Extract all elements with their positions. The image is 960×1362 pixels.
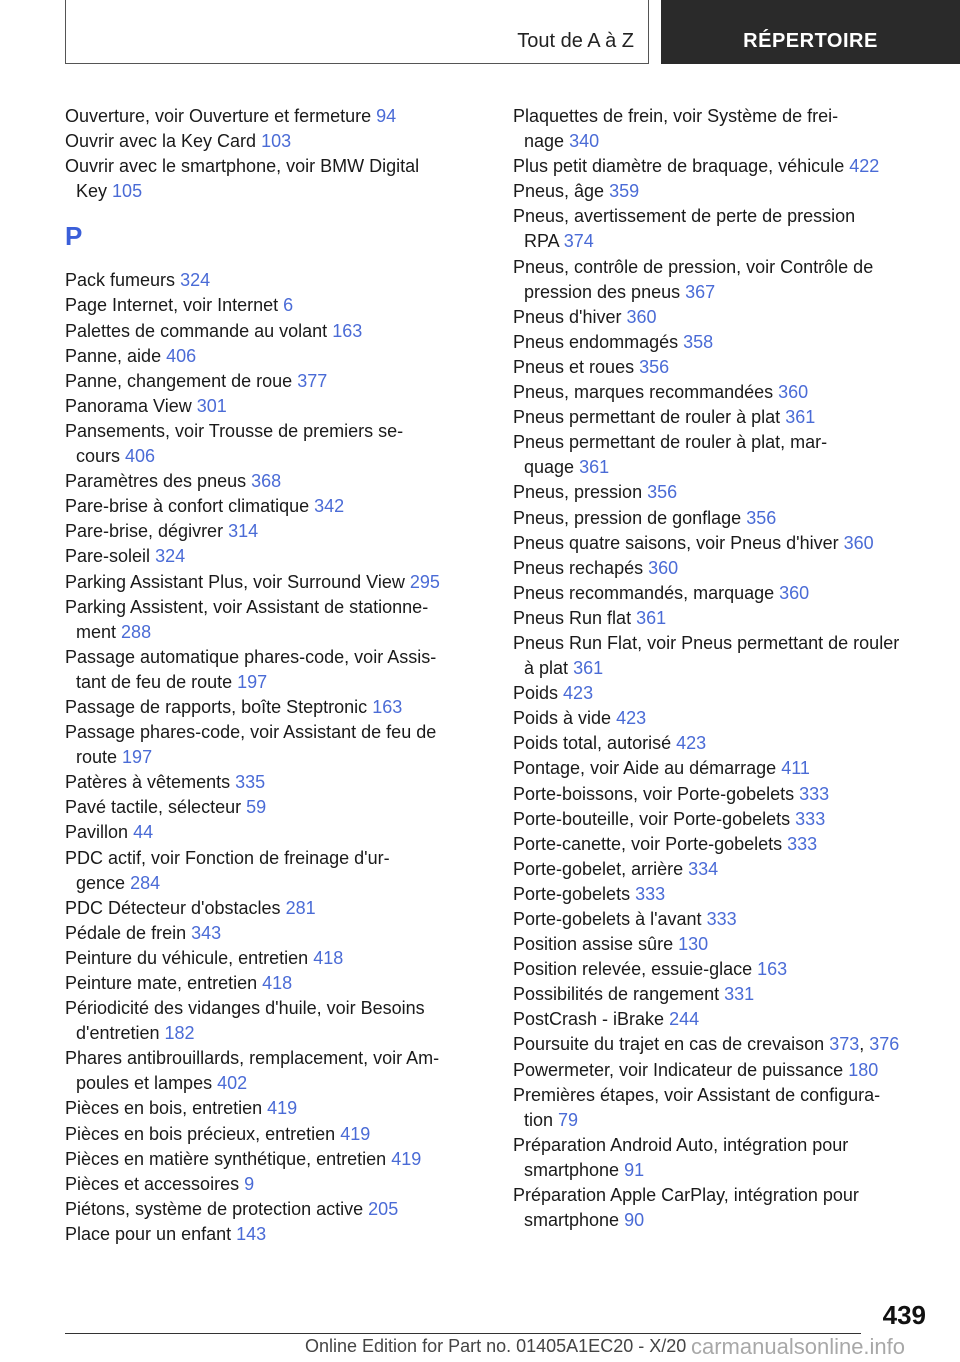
- entry-term: Peinture mate, entretien: [65, 973, 258, 993]
- entry-term: Pneus d'hiver: [513, 306, 622, 327]
- entry-term: Pièces en bois précieux, entretien: [65, 1123, 336, 1144]
- index-entry: [65, 419, 465, 469]
- index-entry: [513, 506, 933, 531]
- entry-term: Porte-gobelet, arrière: [513, 858, 684, 879]
- index-entry: [513, 430, 933, 480]
- page-link[interactable]: 244: [669, 1009, 700, 1030]
- index-entry: [65, 921, 465, 946]
- entry-term: Pavé tactile, sélecteur: [65, 797, 242, 818]
- index-column-left: [65, 104, 465, 1247]
- page-link[interactable]: 163: [757, 959, 788, 980]
- tab-tout-de-a-a-z-label: Tout de A à Z: [517, 30, 634, 52]
- page-link[interactable]: 360: [779, 582, 810, 603]
- entry-term: Poids: [513, 683, 559, 704]
- page-link[interactable]: 360: [778, 382, 809, 403]
- index-entry: [513, 706, 933, 731]
- index-entry: [65, 1172, 465, 1197]
- page-link[interactable]: 333: [635, 883, 666, 904]
- index-entry: [65, 770, 465, 795]
- index-entry: [65, 344, 465, 369]
- entry-term: Passage phares-code, voir Assistant de feu de: [65, 722, 437, 743]
- page-link[interactable]: 402: [217, 1073, 248, 1094]
- page-link[interactable]: 105: [112, 181, 143, 202]
- index-entry: [65, 1096, 465, 1121]
- page-link[interactable]: 163: [332, 320, 363, 341]
- page-link[interactable]: 90: [624, 1210, 645, 1231]
- index-entry: [513, 1083, 933, 1133]
- entry-term: Pneus recommandés, marquage: [513, 582, 775, 603]
- index-entry: [65, 268, 465, 293]
- entry-term: Porte-boissons, voir Porte-gobelets: [513, 783, 795, 804]
- page-separator: ,: [859, 1034, 870, 1055]
- entry-term: Pneus endommagés: [513, 331, 679, 352]
- index-entries-p-left: [65, 268, 465, 1247]
- page-link[interactable]: 406: [125, 446, 156, 467]
- entry-term-continued: pression des pneus: [524, 281, 681, 302]
- index-entry: [513, 807, 933, 832]
- page-link[interactable]: 361: [785, 407, 816, 428]
- entry-term: Préparation Apple CarPlay, intégration pour: [513, 1185, 859, 1206]
- footer-edition: Online Edition for Part no. 01405A1EC20 - X/20: [305, 1336, 687, 1356]
- index-entry: [513, 355, 933, 380]
- page-link[interactable]: 423: [563, 683, 594, 704]
- page-link[interactable]: 314: [228, 521, 259, 542]
- entry-term-continued: route: [76, 747, 118, 768]
- entry-term-continued: smartphone: [524, 1159, 620, 1180]
- page-link[interactable]: 163: [372, 696, 403, 717]
- entry-term: Pneus, pression: [513, 482, 643, 503]
- index-entry: [65, 570, 465, 595]
- page-link[interactable]: 103: [261, 131, 292, 152]
- page-link[interactable]: 333: [795, 808, 826, 829]
- page-link[interactable]: 361: [573, 658, 604, 679]
- index-entry: [513, 882, 933, 907]
- entry-term: Place pour un enfant: [65, 1223, 232, 1244]
- index-entry: [65, 846, 465, 896]
- index-entry: [513, 204, 933, 254]
- page-link[interactable]: 130: [678, 934, 709, 955]
- page-link[interactable]: 356: [639, 356, 670, 377]
- entry-term: Porte-gobelets: [513, 883, 631, 904]
- index-entry: [65, 319, 465, 344]
- index-entry: [513, 907, 933, 932]
- index-entry: [513, 832, 933, 857]
- page-link[interactable]: 79: [558, 1109, 579, 1130]
- index-entry: [513, 1007, 933, 1032]
- entry-term-continued: smartphone: [524, 1210, 620, 1231]
- page-link[interactable]: 360: [648, 557, 679, 578]
- entry-term: Phares antibrouillards, remplacement, voir Am-: [65, 1048, 440, 1069]
- entry-term: Plaquettes de frein, voir Système de frei-: [513, 106, 839, 126]
- section-letter: P: [65, 221, 83, 252]
- index-entry: [513, 606, 933, 631]
- entry-term: PostCrash - iBrake: [513, 1009, 665, 1030]
- tab-repertoire[interactable]: [661, 0, 960, 64]
- page-link[interactable]: 373: [829, 1034, 860, 1055]
- index-entry: [513, 1058, 933, 1083]
- index-column-right: [513, 104, 933, 1233]
- index-entry: [65, 695, 465, 720]
- page-link[interactable]: 334: [688, 858, 719, 879]
- entry-term: Patères à vêtements: [65, 772, 231, 793]
- entry-term: Poursuite du trajet en cas de crevaison: [513, 1034, 825, 1055]
- entry-term: Pneus permettant de rouler à plat, mar-: [513, 432, 828, 453]
- index-entry: [513, 380, 933, 405]
- entry-term: Pare-brise, dégivrer: [65, 521, 224, 542]
- index-entry: [513, 104, 933, 154]
- entry-term: Pneus permettant de rouler à plat: [513, 407, 781, 428]
- page-link[interactable]: 6: [283, 295, 294, 316]
- index-entry: [65, 971, 465, 996]
- page-link[interactable]: 358: [683, 331, 714, 352]
- entry-term: Pneus, avertissement de perte de pression: [513, 206, 856, 227]
- entry-term: Pneus rechapés: [513, 557, 644, 578]
- index-entry: [65, 595, 465, 645]
- entry-term-continued: Key: [76, 181, 108, 202]
- entry-term: Poids total, autorisé: [513, 733, 672, 754]
- index-entry: [513, 255, 933, 305]
- index-entry: [65, 996, 465, 1046]
- page-link[interactable]: 343: [191, 922, 222, 943]
- page-link[interactable]: 360: [626, 306, 657, 327]
- entry-term: Parking Assistent, voir Assistant de stationne-: [65, 596, 429, 617]
- entry-term: Poids à vide: [513, 708, 612, 729]
- page-number: 439: [882, 1300, 926, 1330]
- page-link[interactable]: 423: [616, 708, 647, 729]
- page-link[interactable]: 59: [246, 797, 267, 818]
- entry-term: Premières étapes, voir Assistant de configura-: [513, 1084, 881, 1105]
- entry-term-continued: tant de feu de route: [76, 671, 233, 692]
- index-entry: [65, 293, 465, 318]
- index-entry: [65, 104, 465, 129]
- index-entry: [513, 179, 933, 204]
- page-link[interactable]: 419: [340, 1123, 371, 1144]
- page-link[interactable]: 197: [237, 671, 268, 692]
- page-link[interactable]: 342: [314, 496, 345, 517]
- entry-term: Piétons, système de protection active: [65, 1198, 364, 1219]
- entry-term: Ouverture, voir Ouverture et fermeture: [65, 106, 372, 126]
- index-entry: [65, 519, 465, 544]
- entry-term-continued: gence: [76, 872, 126, 893]
- index-entry: [65, 544, 465, 569]
- page-link[interactable]: 361: [636, 607, 667, 628]
- tab-repertoire-label: RÉPERTOIRE: [743, 30, 878, 52]
- entry-term-continued: poules et lampes: [76, 1073, 213, 1094]
- index-entry: [65, 1122, 465, 1147]
- index-entry: [513, 631, 933, 681]
- index-entry: [65, 369, 465, 394]
- page-link[interactable]: 411: [781, 758, 810, 779]
- page-link[interactable]: 360: [843, 532, 874, 553]
- index-entry: [65, 394, 465, 419]
- page-link[interactable]: 182: [164, 1023, 195, 1044]
- entry-term: Pare-brise à confort climatique: [65, 496, 310, 517]
- page-link[interactable]: 367: [685, 281, 716, 302]
- entry-term: Pédale de frein: [65, 922, 187, 943]
- entry-term: Passage de rapports, boîte Steptronic: [65, 696, 368, 717]
- index-entry: [65, 946, 465, 971]
- index-entry: [65, 645, 465, 695]
- entry-term: Page Internet, voir Internet: [65, 295, 279, 316]
- index-entry: [65, 896, 465, 921]
- entry-term: Pneus Run flat: [513, 607, 632, 628]
- index-entry: [513, 581, 933, 606]
- entry-term: PDC Détecteur d'obstacles: [65, 897, 281, 918]
- page-link[interactable]: 197: [122, 747, 153, 768]
- page-link[interactable]: 418: [313, 947, 344, 968]
- entry-term: Powermeter, voir Indicateur de puissance: [513, 1059, 844, 1080]
- entry-term: Panne, changement de roue: [65, 370, 293, 391]
- entry-term: Porte-canette, voir Porte-gobelets: [513, 833, 783, 854]
- page-link[interactable]: 324: [180, 270, 211, 291]
- page-link[interactable]: 301: [196, 395, 227, 416]
- page-link[interactable]: 335: [235, 772, 266, 793]
- page-link[interactable]: 324: [155, 546, 186, 567]
- index-entry: [513, 681, 933, 706]
- index-entry: [513, 756, 933, 781]
- page-link[interactable]: 340: [569, 131, 600, 152]
- index-entry: [513, 731, 933, 756]
- index-entry: [513, 531, 933, 556]
- index-entry: [513, 957, 933, 982]
- page-link[interactable]: 406: [166, 345, 197, 366]
- page-link[interactable]: 377: [297, 370, 328, 391]
- page-link[interactable]: 418: [262, 973, 293, 993]
- entry-term: Pièces et accessoires: [65, 1173, 240, 1194]
- entry-term: Ouvrir avec le smartphone, voir BMW Digital: [65, 156, 420, 177]
- page-link[interactable]: 359: [609, 181, 640, 202]
- page-link[interactable]: 284: [130, 872, 161, 893]
- page-link[interactable]: 44: [133, 822, 154, 843]
- entry-term: Périodicité des vidanges d'huile, voir Besoins: [65, 998, 425, 1019]
- index-entries-o: [65, 104, 465, 204]
- entry-term: Pack fumeurs: [65, 270, 176, 291]
- tab-tout-de-a-a-z[interactable]: [65, 0, 649, 64]
- index-entries-p-right: [513, 104, 933, 1233]
- index-entry: [513, 556, 933, 581]
- page-link[interactable]: 333: [799, 783, 830, 804]
- entry-term: Pneus, marques recommandées: [513, 382, 774, 403]
- index-entry: [65, 1147, 465, 1172]
- page-link[interactable]: 333: [787, 833, 818, 854]
- entry-term: PDC actif, voir Fonction de freinage d'ur-: [65, 847, 390, 868]
- entry-term: Pièces en bois, entretien: [65, 1098, 263, 1119]
- entry-term: Pontage, voir Aide au démarrage: [513, 758, 777, 779]
- page-link[interactable]: 331: [724, 984, 755, 1005]
- page-link[interactable]: 422: [849, 156, 880, 177]
- entry-term-continued: nage: [524, 131, 565, 152]
- page-link[interactable]: 143: [236, 1223, 267, 1244]
- entry-term: Pansements, voir Trousse de premiers se-: [65, 420, 404, 441]
- entry-term: Paramètres des pneus: [65, 471, 247, 492]
- index-entry: [513, 154, 933, 179]
- page-link[interactable]: 374: [563, 231, 594, 252]
- page-link[interactable]: 356: [647, 482, 678, 503]
- page-link[interactable]: 423: [676, 733, 707, 754]
- entry-term-continued: cours: [76, 446, 121, 467]
- page-link[interactable]: 205: [368, 1198, 399, 1219]
- entry-term: Plus petit diamètre de braquage, véhicule: [513, 156, 845, 177]
- entry-term: Possibilités de rangement: [513, 984, 720, 1005]
- page-link[interactable]: 281: [285, 897, 316, 918]
- entry-term: Préparation Android Auto, intégration pour: [513, 1134, 849, 1155]
- page-link[interactable]: 368: [251, 471, 282, 492]
- page-link[interactable]: 9: [244, 1173, 255, 1194]
- entry-term-continued: tion: [524, 1109, 554, 1130]
- page-link[interactable]: 91: [624, 1159, 645, 1180]
- entry-term: Pneus et roues: [513, 356, 635, 377]
- watermark: carmanualsonline.info: [691, 1334, 906, 1359]
- index-entry: [65, 154, 465, 204]
- index-entry: [513, 857, 933, 882]
- entry-term: Position assise sûre: [513, 934, 674, 955]
- entry-term: Parking Assistant Plus, voir Surround View: [65, 571, 405, 592]
- entry-term: Pare-soleil: [65, 546, 151, 567]
- entry-term: Pneus Run Flat, voir Pneus permettant de rouler: [513, 632, 900, 653]
- entry-term: Ouvrir avec la Key Card: [65, 131, 257, 152]
- entry-term: Position relevée, essuie-glace: [513, 959, 753, 980]
- index-entry: [65, 469, 465, 494]
- index-entry: [65, 1197, 465, 1222]
- entry-term: Pneus quatre saisons, voir Pneus d'hiver: [513, 532, 839, 553]
- page-link[interactable]: 333: [706, 909, 737, 929]
- entry-term-continued: ment: [76, 621, 117, 642]
- index-entry: [513, 305, 933, 330]
- index-entry: [65, 795, 465, 820]
- index-entry: [65, 494, 465, 519]
- index-entry: [513, 330, 933, 355]
- index-entry: [65, 129, 465, 154]
- page-link[interactable]: 295: [409, 571, 440, 592]
- index-entry: [65, 1222, 465, 1247]
- page-link[interactable]: 94: [376, 106, 397, 126]
- index-entry: [513, 480, 933, 505]
- entry-term: Panne, aide: [65, 345, 162, 366]
- page-link[interactable]: 356: [746, 507, 777, 528]
- index-entry: [65, 720, 465, 770]
- index-entry: [513, 782, 933, 807]
- index-entry: [65, 820, 465, 845]
- page-link[interactable]: 288: [121, 621, 152, 642]
- index-entry: [513, 932, 933, 957]
- entry-term: Peinture du véhicule, entretien: [65, 947, 309, 968]
- page-link[interactable]: 361: [579, 457, 610, 478]
- entry-term-continued: RPA: [524, 231, 559, 252]
- entry-term-continued: quage: [524, 457, 575, 478]
- page-link[interactable]: 419: [391, 1148, 422, 1169]
- entry-term: Pièces en matière synthétique, entretien: [65, 1148, 387, 1169]
- index-entry: [513, 982, 933, 1007]
- index-entry: [513, 1183, 933, 1233]
- index-entry: [513, 1133, 933, 1183]
- entry-term-continued: d'entretien: [76, 1023, 160, 1044]
- entry-term: Panorama View: [65, 395, 192, 416]
- entry-term: Pavillon: [65, 822, 129, 843]
- entry-term: Palettes de commande au volant: [65, 320, 328, 341]
- entry-term-continued: à plat: [524, 658, 569, 679]
- entry-term: Pneus, pression de gonflage: [513, 507, 742, 528]
- page-link[interactable]: 419: [267, 1098, 298, 1119]
- entry-term: Pneus, contrôle de pression, voir Contrôle de: [513, 256, 874, 277]
- page-link[interactable]: 376: [869, 1034, 900, 1055]
- index-entry: [513, 405, 933, 430]
- entry-term: Porte-bouteille, voir Porte-gobelets: [513, 808, 791, 829]
- index-entry: [513, 1032, 933, 1057]
- entry-term: Passage automatique phares-code, voir Assis-: [65, 646, 437, 667]
- entry-term: Pneus, âge: [513, 181, 605, 202]
- index-entry: [65, 1046, 465, 1096]
- page-link[interactable]: 180: [848, 1059, 879, 1080]
- entry-term: Porte-gobelets à l'avant: [513, 909, 702, 929]
